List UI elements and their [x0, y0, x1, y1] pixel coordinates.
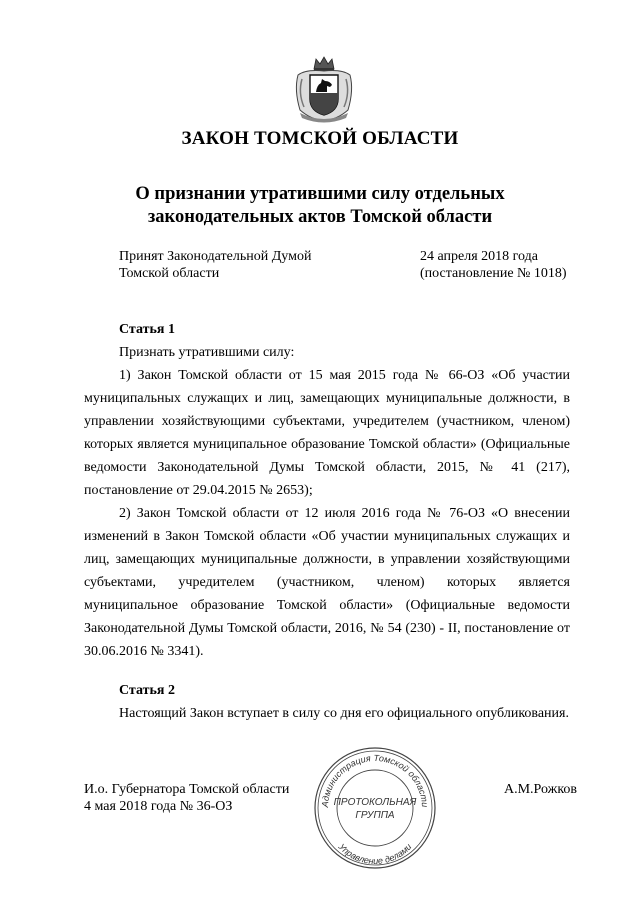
adoption-body-line1: Принят Законодательной Думой [119, 249, 312, 264]
coat-of-arms-icon [292, 55, 356, 125]
adoption-body-line2: Томской области [119, 266, 220, 281]
document-title [0, 183, 640, 229]
law-date-number: 4 мая 2018 года № 36-ОЗ [84, 799, 233, 814]
article1-item1: 1) Закон Томской области от 15 мая 2015 года № 66-ОЗ «Об участии муниципальных служащих и лиц, замещающих муниципальные должности, в управлении хозяйствующими субъектами, учредителем (участником, членом) которых является муниципальное образование Томской области» (Официальные ведомости Законодательной Думы Томской области, 2015, № 41 (217), постановление от 29.04.2015 № 2653); [84, 368, 570, 498]
signatory-name: А.М.Рожков [504, 782, 578, 797]
stamp-inner-line2: ГРУППА [355, 810, 395, 821]
stamp-inner-line1: ПРОТОКОЛЬНАЯ [333, 797, 417, 808]
article1-body [84, 341, 570, 663]
adoption-date-line1: 24 апреля 2018 года [420, 249, 538, 264]
article2-heading: Статья 2 [119, 683, 175, 698]
signatory-block [84, 781, 289, 815]
document-title-line1: О признании утратившими силу отдельных [135, 184, 505, 204]
stamp-outer-bottom: Управление делами [336, 841, 414, 867]
article2-text: Настоящий Закон вступает в силу со дня его официального опубликования. [119, 706, 569, 721]
article1-heading: Статья 1 [119, 322, 175, 337]
article1-intro: Признать утратившими силу: [119, 345, 295, 360]
adoption-date [420, 248, 567, 282]
signatory-position: И.о. Губернатора Томской области [84, 782, 290, 797]
adoption-resolution: (постановление № 1018) [420, 266, 567, 281]
document-title-line2: законодательных актов Томской области [147, 207, 493, 227]
article1-item2: 2) Закон Томской области от 12 июля 2016 года № 76-ОЗ «О внесении изменений в Закон Томской области «Об участии муниципальных служащих и лиц, замещающих муниципальные должности, в управлении хозяйствующими субъектами, учредителем (участником, членом) которых является муниципальное образование Томской области» (Официальные ведомости Законодательной Думы Томской области, 2016, № 54 (230) - II, постановление от 30.06.2016 № 3341). [84, 506, 570, 659]
article2-body [84, 702, 570, 725]
stamp-outer-top: Администрация Томской области [319, 752, 431, 808]
official-stamp [312, 745, 438, 871]
adoption-body [119, 248, 311, 282]
law-title: ЗАКОН ТОМСКОЙ ОБЛАСТИ [181, 128, 459, 149]
